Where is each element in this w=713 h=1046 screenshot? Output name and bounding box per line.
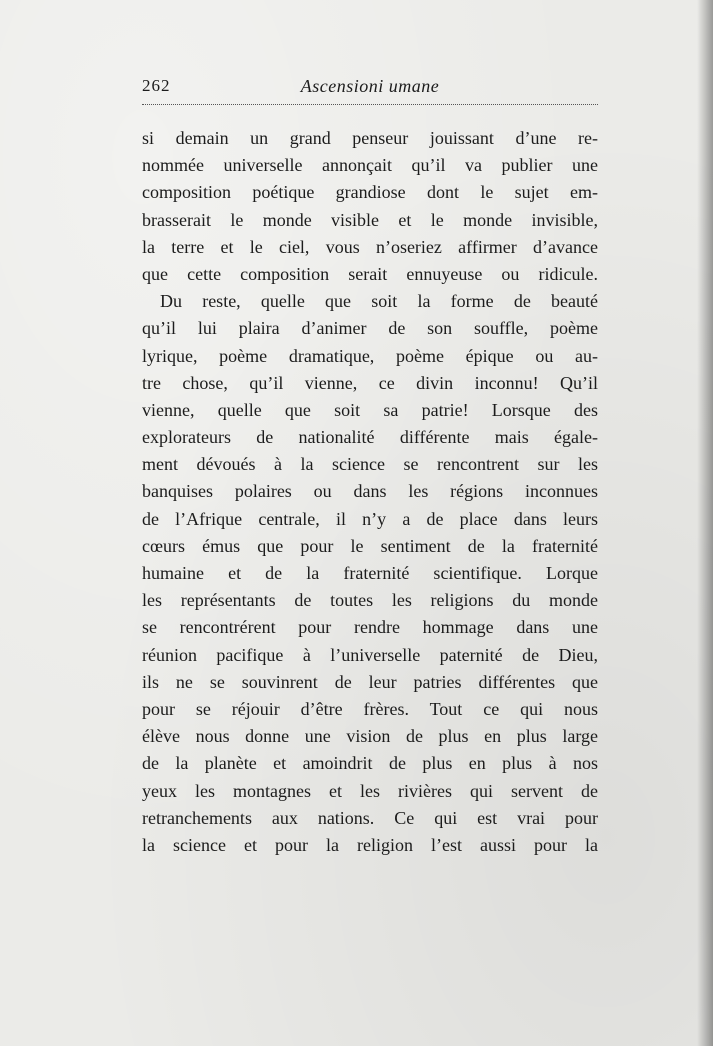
- text-line: ment dévoués à la science se rencontrent sur les: [142, 454, 598, 475]
- text-line: se rencontrérent pour rendre hommage dans une: [142, 617, 598, 638]
- text-line: cœurs émus que pour le sentiment de la fraternité: [142, 535, 598, 556]
- body-text: [142, 125, 598, 859]
- text-line: pour se réjouir d’être frères. Tout ce qui nous: [142, 698, 598, 719]
- text-line: la terre et le ciel, vous n’oseriez affirmer d’avance: [142, 236, 598, 257]
- text-line: brasserait le monde visible et le monde invisible,: [142, 209, 598, 230]
- text-line: banquises polaires ou dans les régions inconnues: [142, 481, 598, 502]
- text-line: vienne, quelle que soit sa patrie! Lorsque des: [142, 399, 598, 420]
- text-line: ils ne se souvinrent de leur patries différentes que: [142, 671, 598, 692]
- text-line: nommée universelle annonçait qu’il va publier une: [142, 155, 598, 176]
- text-line: yeux les montagnes et les rivières qui servent de: [142, 780, 598, 801]
- text-line: la science et pour la religion l’est aussi pour la: [142, 834, 598, 855]
- text-line: explorateurs de nationalité différente mais égale-: [142, 427, 598, 448]
- text-line: si demain un grand penseur jouissant d’une re-: [142, 128, 598, 148]
- text-line: qu’il lui plaira d’animer de son souffle, poème: [142, 318, 598, 339]
- text-line: réunion pacifique à l’universelle paternité de Dieu,: [142, 644, 598, 665]
- text-line: élève nous donne une vision de plus en plus large: [142, 726, 598, 747]
- text-line: de l’Afrique centrale, il n’y a de place dans leurs: [142, 508, 598, 529]
- text-line: humaine et de la fraternité scientifique. Lorque: [142, 563, 598, 583]
- text-line: les représentants de toutes les religions du monde: [142, 590, 598, 611]
- text-line: retranchements aux nations. Ce qui est vrai pour: [142, 807, 598, 828]
- page-header: [142, 76, 598, 102]
- text-line: composition poétique grandiose dont le sujet em-: [142, 182, 598, 203]
- text-line: lyrique, poème dramatique, poème épique ou au-: [142, 345, 598, 366]
- page-edge-shadow: [697, 0, 713, 1046]
- page-number: 262: [142, 76, 171, 95]
- header-rule: [142, 104, 598, 105]
- text-line: de la planète et amoindrit de plus en plus à nos: [142, 753, 598, 774]
- text-line: que cette composition serait ennuyeuse ou ridicule.: [142, 263, 598, 284]
- text-line: tre chose, qu’il vienne, ce divin inconnu! Qu’il: [142, 372, 598, 393]
- text-line: Du reste, quelle que soit la forme de beauté: [160, 291, 598, 312]
- running-title: Ascensioni umane: [300, 76, 440, 96]
